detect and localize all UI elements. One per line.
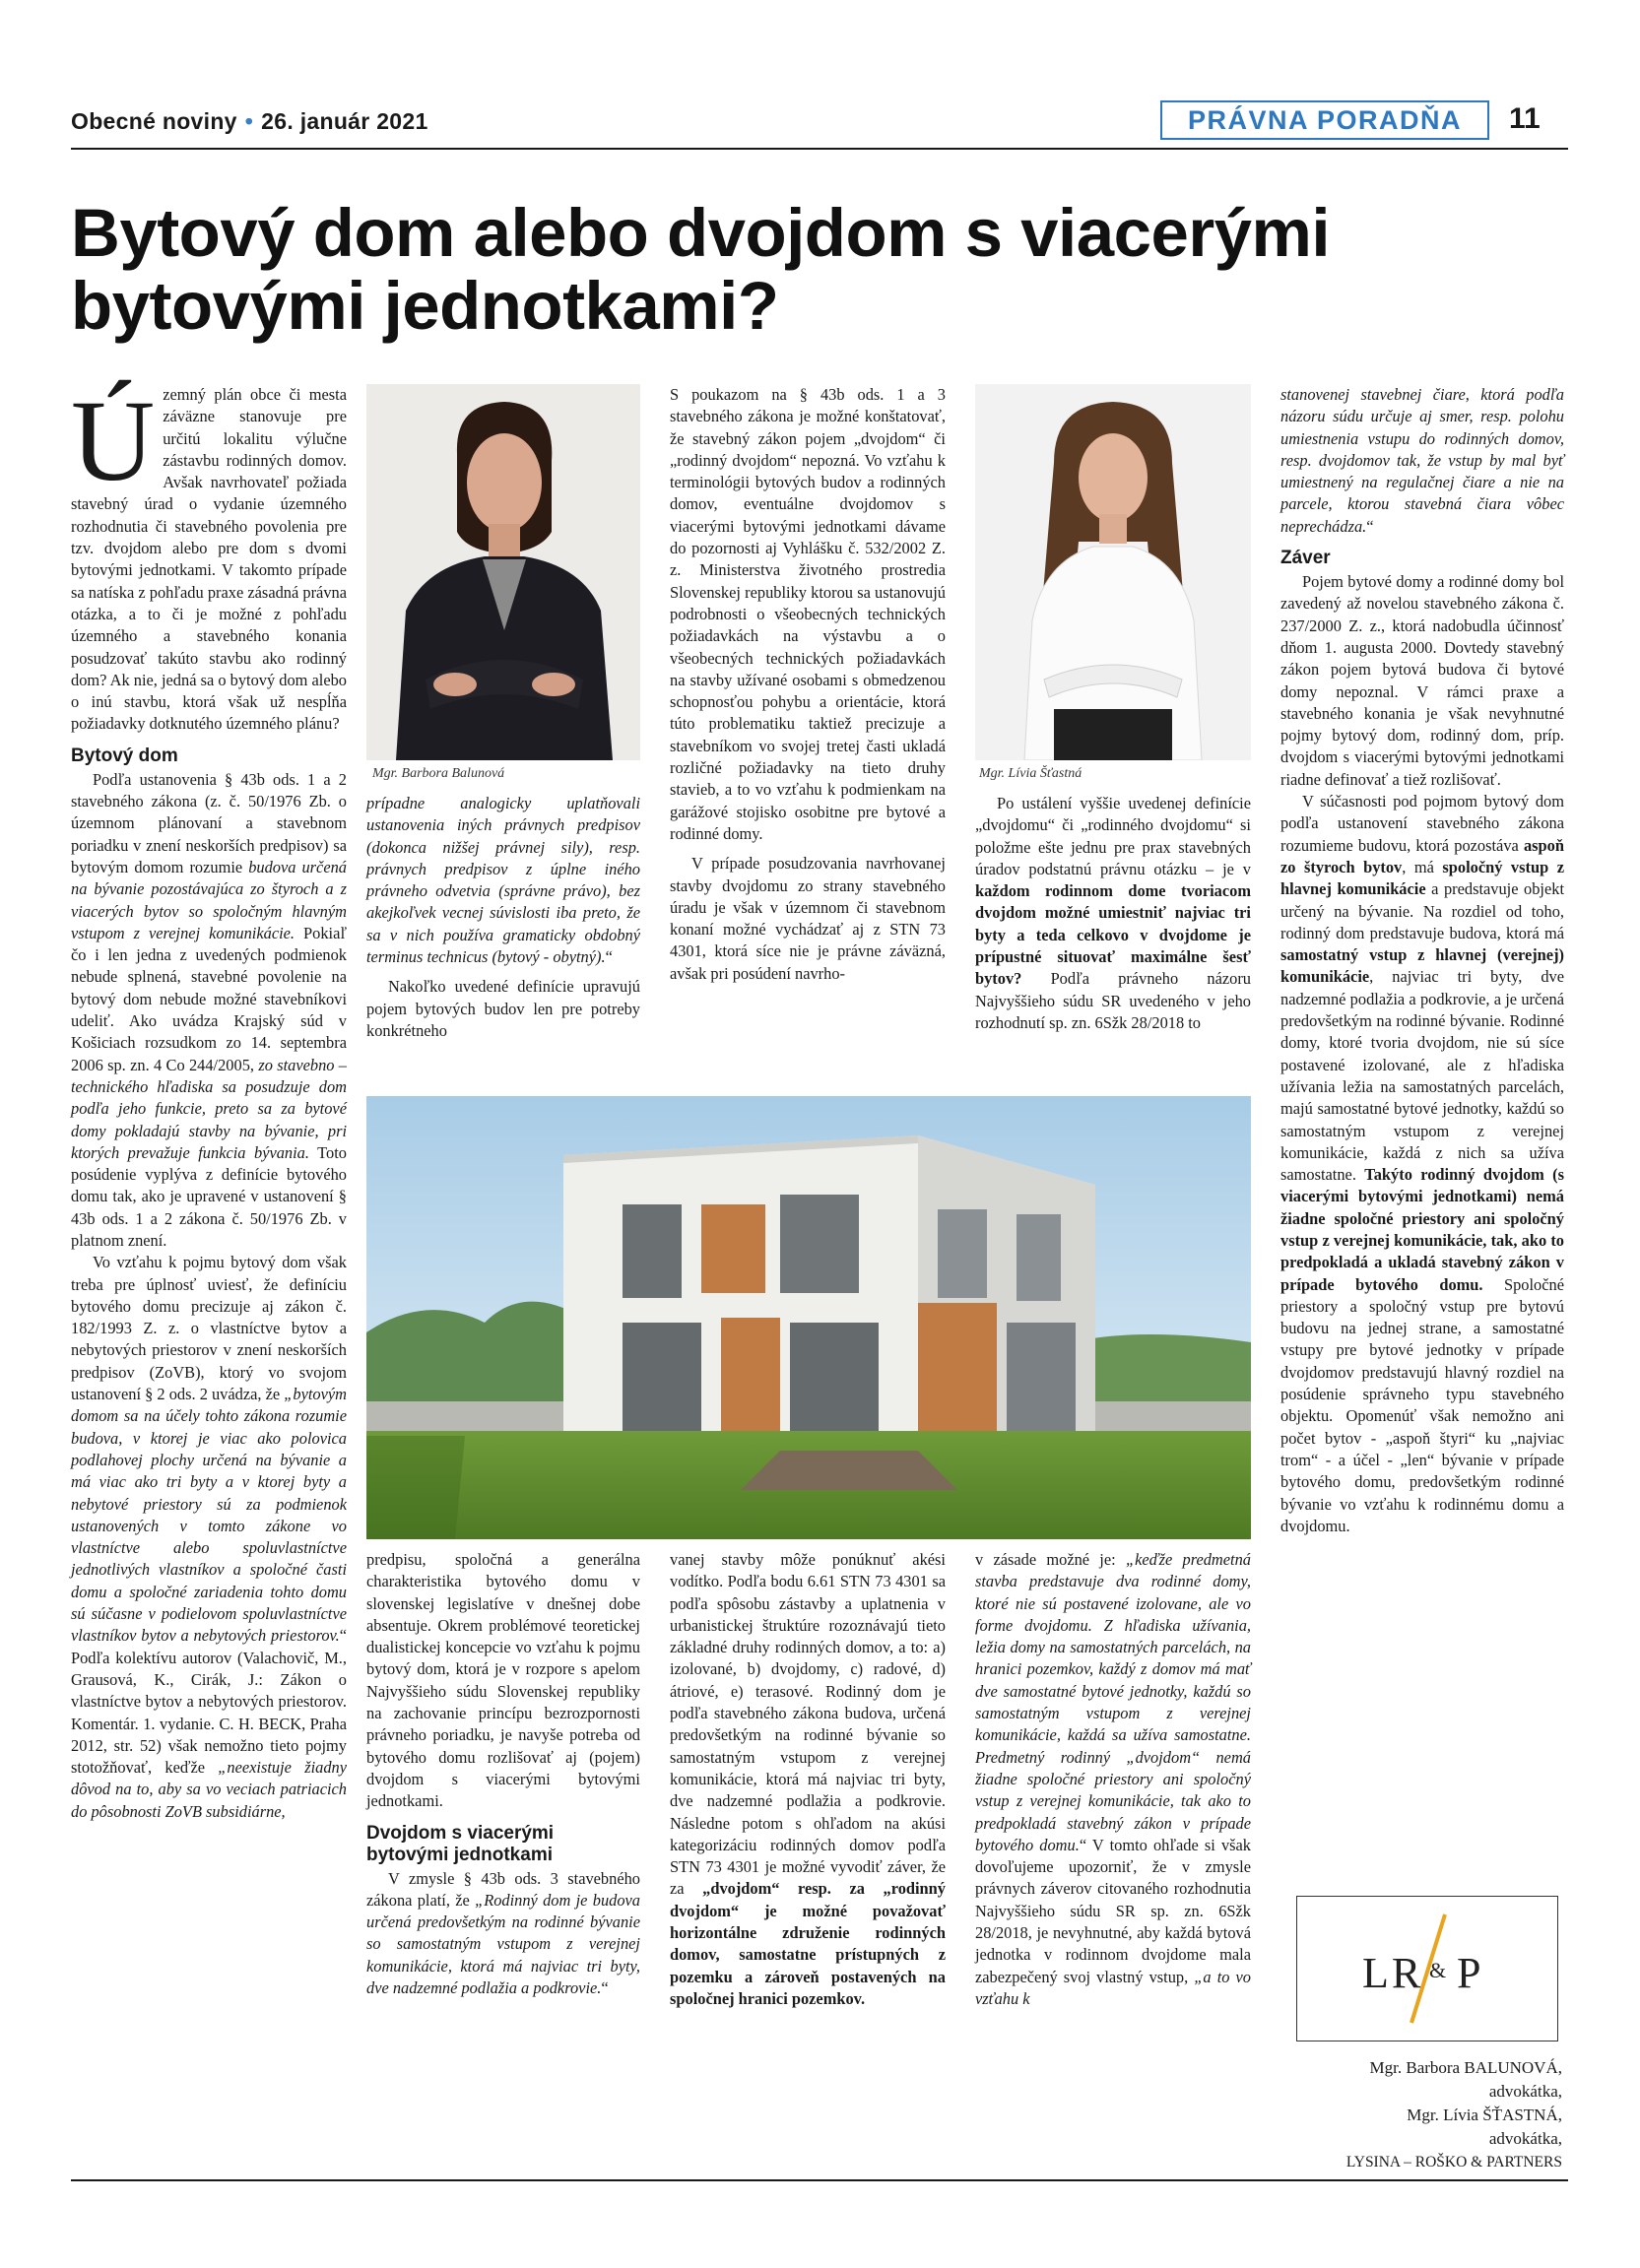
author-line: advokátka, [1488, 2129, 1562, 2148]
logo-ampersand: & [1429, 1958, 1447, 1982]
author-line: Mgr. Barbora BALUNOVÁ, [1369, 2058, 1562, 2077]
author-line: advokátka, [1488, 2082, 1562, 2101]
drop-cap: Ú [71, 376, 156, 505]
text: Toto posúdenie vyplýva z definície bytového domu tak, ako je upravené v ustanovení § 43b ods. 1 a 2 zákona č. 50/1976 Zb. v platnom znení. [71, 1142, 347, 1250]
text: “ [601, 1978, 609, 1998]
text: , najviac tri byty, dve nadzemné podlažia a podkrovie, a je určená predovšetkým na rodinné bývanie. Rodinné domy, ktoré tvoria dvojdom, nie sú síce postavené izolované, ale z hľadiska užívania ležia na samostatných parcelách, majú samostatné bytové jednotky, každú so samostatným vstupom z verejnej komunikácie, každá z nich sa užíva samostatne. [1280, 967, 1564, 1185]
portrait-woman-dark-blazer [366, 384, 640, 760]
italic-text: stanovenej stavebnej čiare, ktorá podľa názoru súdu určuje aj smer, resp. polohu umiestnenia vstupu do rodinných domov, resp. dvojdomov tak, že vstup by mal byť umiestnený na regulačnej čiare a nie na parcele, ktorou stavebná čiara vôbec neprechádza. [1280, 385, 1564, 536]
paragraph: S poukazom na § 43b ods. 1 a 3 stavebného zákona je možné konštatovať, že stavebný zákon pojem „dvojdom“ či „rodinný dvojdom“ nepozná. Vo vzťahu k terminológii bytových budov a rodinných domov, eventuálne dvojdomov s viacerými bytovými jednotkami dávame do pozornosti aj Vyhlášku č. 532/2002 Z. z. Ministerstva životného prostredia Slovenskej republiky ktorou sa ustanovujú podrobnosti o všeobecných technických požiadavkách na výstavbu a o všeobecných technických požiadavkách na stavby užívané osobami s obmedzenou schopnosťou pohybu a orientácie, ktorá túto problematiku taktiež precizuje a stavebníkom vo svojej tretej časti ukladá rozličné požiadavky na tieto druhy stavieb, a to vo vzťahu k podmienkam na garážové stojisko osobitne pre bytové a rodinné domy. [670, 385, 946, 843]
logo-letter-right: P [1457, 1949, 1481, 1997]
bold-text: každom rodinnom dome tvoriacom dvojdom možné umiestniť najviac tri byty a teda celkovo v dvojdome je prípustné situovať maximálne šesť bytov? [975, 881, 1251, 989]
page-number: 11 [1509, 102, 1541, 135]
paragraph: predpisu, spoločná a generálna charakteristika bytového domu v slovenskej legislatíve v dnešnej dobe absentuje. Okrem problémové teoretickej dualistickej koncepcie vo vzťahu k pojmu bytový dom, ktorá je v rozpore s apelom Najvyššieho súdu Slovenskej republiky na zachovanie princípu bezrozpornosti právneho poriadku, je navyše potreba od bytového domu rozlišovať aj (pojem) dvojdom s viacerými bytovými jednotkami. [366, 1550, 640, 1811]
text: V súčasnosti pod pojmom bytový dom podľa ustanovení stavebného zákona rozumieme budovu, ktorá pozostáva [1280, 792, 1564, 855]
text: “ Podľa kolektívu autorov (Valachovič, M., Grausová, K., Cirák, J.: Zákon o vlastníctve bytov a nebytových priestorov. Komentár. 1. vydanie. C. H. BECK, Praha 2012, str. 52) však nemožno tieto pojmy stotožňovať, keďže [71, 1626, 347, 1778]
paragraph: Nakoľko uvedené definície upravujú pojem bytových budov len pre potreby konkrétneho [366, 977, 640, 1040]
top-divider [71, 148, 1568, 150]
bold-text: aspoň zo štyroch bytov [1280, 835, 1564, 876]
author-line: Mgr. Lívia ŠŤASTNÁ, [1407, 2106, 1562, 2124]
issue-date: 26. január 2021 [261, 108, 428, 134]
intro-text: zemný plán obce či mesta záväzne stanovuje pre určitú lokalitu výlučne zástavbu rodinných domov. Avšak navrhovateľ požiada stavebný úrad o vydanie územného rozhodnutia či stavebného povolenia pre tzv. dvojdom alebo pre dom s dvomi bytovými jednotkami. V takomto prípade sa natíska z pohľadu praxe zásadná právna otázka, a to či je možné z pohľadu územného a stavebného konania posudzovať takúto stavbu ako rodinný dom? Ak nie, jedná sa o bytový dom alebo o inú stavbu, ktorá však už nespĺňa požiadavky dotknutého územného plánu? [71, 385, 347, 734]
intro-paragraph [71, 376, 347, 736]
italic-text: prípadne analogicky uplatňovali ustanovenia iných právnych predpisov (dokonca nižšej právnej sily), resp. právnych predpisov z úplne iného právneho odvetvia (správne právo), bez akejkoľvek vecnej súvislosti iba preto, že sa v nich používa gramaticky obdobný terminus technicus (bytový - obytný). [366, 794, 640, 967]
bold-text: „dvojdom“ resp. za „rodinný dvojdom“ je možné považovať horizontálne združenie rodinných domov, samostatne prístupných z pozemku a zároveň postavených na spoločnej hranici pozemkov. [670, 1879, 946, 2008]
paragraph [71, 769, 347, 1253]
paragraph [71, 1252, 347, 1823]
column-5 [1280, 384, 1564, 1537]
subheading-dvojdom: Dvojdom s viacerými bytovými jednotkami [366, 1822, 555, 1865]
section-label-text: PRÁVNA PORADŇA [1187, 104, 1462, 135]
paragraph [366, 793, 640, 968]
separator-dot: • [244, 108, 254, 134]
paragraph [1280, 791, 1564, 1537]
italic-text: „Rodinný dom je budova určená predovšetkým na rodinné bývanie so samostatným vstupom z verejnej komunikácie, ktorá má najviac tri byty, dve nadzemné podlažia a podkrovie. [366, 1890, 641, 1998]
column-1 [71, 376, 347, 1823]
text: Po ustálení vyššie uvedenej definície „dvojdomu“ či „rodinného dvojdomu“ si položme ešte jednu pre prax stavebných úradov podstatnú právnu otázku – je v [975, 794, 1251, 878]
text: “ [605, 947, 613, 967]
subheading-zaver: Záver [1280, 548, 1331, 569]
author-photo-balunova [366, 384, 640, 760]
lrp-logo [1297, 1897, 1556, 2040]
text: “ V tomto ohľade si však dovoľujeme upozorniť, že v zmysle právnych záverov citovaného rozhodnutia Najvyššieho súdu SR sp. zn. 6Sžk 28/2018, je nevyhnutné, aby každá bytová jednotka v rodinnom dvojdome mala zabezpečený svoj vlastný vstup, [975, 1835, 1251, 1986]
text: Podľa právneho názoru Najvyššieho súdu SR uvedeného v jeho rozhodnutí sp. zn. 6Sžk 28/2018 to [975, 969, 1251, 1032]
text: Spoločné priestory a spoločný vstup pre bytovú budovu na jednej strane, a samostatné vstupy pre bytové jednotky v prípade dvojdomov predstavujú hlavný rozdiel na posúdenie správneho typu stavebného objektu. Opomenúť však nemožno ani počet bytov - „aspoň štyri“ ku „najviac trom“ - a účel - „len“ bývanie v prípade bytového domu, predovšetkým rodinné bývanie vo vzťahu k rodinnému domu a dvojdomu. [1280, 1274, 1564, 1535]
paragraph: V prípade posudzovania navrhovanej stavby dvojdomu zo strany stavebného úradu je však v územnom či stavebnom konaní možné vychádzať aj z STN 73 4301, ktorá síce nie je právne záväzná, avšak pri posúdení navrho- [670, 854, 946, 983]
bold-text: Takýto rodinný dvojdom (s viacerými bytovými jednotkami) nemá žiadne spoločné priestory ani spoločný vstup z verejnej komunikácie, tak, ako to predpokladá a ukladá stavebný zákon v prípade bytového domu. [1280, 1165, 1564, 1294]
column-2-top [366, 793, 640, 1042]
duplex-house-photo [366, 1096, 1251, 1539]
photo-caption-2: Mgr. Lívia Šťastná [979, 766, 1082, 781]
column-4-top [975, 793, 1251, 1034]
paragraph [366, 1868, 640, 2000]
paragraph: Pojem bytové domy a rodinné domy bol zavedený až novelou stavebného zákona č. 237/2000 Z. z., ktorá nadobudla účinnosť dňom 1. augusta 2000. Dovtedy stavebný zákon pojem bytová budova či bytové domy nepoznal. V rámci praxe a stavebného konania je však nevyhnutné pojmy bytový dom, rodinný dom, príp. dvojdom s viacerými bytovými jednotkami riadne definovať a tiež rozlišovať. [1280, 572, 1564, 789]
photo-caption-1: Mgr. Barbora Balunová [372, 766, 505, 781]
text: Podľa ustanovenia § 43b ods. 1 a 2 stavebného zákona (z. č. 50/1976 Zb. o územnom plánovaní a stavebnom poriadku v znení neskorších predpisov) sa bytovým domom rozumie [71, 769, 347, 876]
italic-text: budova určená na bývanie pozostávajúca zo štyroch a z viacerých bytov so spoločným hlavným vstupom z verejnej komunikácie. [71, 857, 347, 942]
section-label [1160, 100, 1489, 140]
author-line: LYSINA – ROŠKO & PARTNERS [1345, 2154, 1562, 2171]
bold-text: samostatný vstup z hlavnej (verejnej) komunikácie [1280, 945, 1564, 987]
italic-text: „a to vo vzťahu k [975, 1967, 1251, 2008]
italic-text: „bytovým domom sa na účely tohto zákona rozumie budova, v ktorej je viac ako polovica podlahovej plochy určená na bývanie a má viac ako tri byty a v ktorej byty a nebytové priestory sú za podmienok ustanovených v tomto zákone vo vlastníctve alebo spoluvlastníctve jednotlivých vlastníkov a spoločné časti domu a spoločné zariadenia tohto domu sú súčasne v podielovom spoluvlastníctve vlastníkov bytov a nebytových priestorov. [71, 1385, 347, 1646]
text: “ [1366, 516, 1374, 536]
italic-text: „keďže predmetná stavba predstavuje dva rodinné domy, ktoré nie sú postavené izolovane, ale vo forme dvojdomu. Z hľadiska užívania, ležia domy na samostatných parcelách, na hranici pozemkov, každý z domov má mať dve samostatné bytové jednotky, každú so samostatným vstupom z verejnej komunikácie, každá sa užíva samostatne. Predmetný rodinný „dvojdom“ nemá žiadne spoločné priestory ani spoločný vstup z verejnej komunikácie, tak ako to predpokladá stavebný zákon v prípade bytového domu. [975, 1550, 1251, 1854]
text: Vo vzťahu k pojmu bytový dom však treba pre úplnosť uviesť, že definíciu bytového domu precizuje aj zákon č. 182/1993 Z. z. o vlastníctve bytov a nebytových priestorov v znení neskorších predpisov (ZoVB), ktorý vo svojom ustanovení § 2 ods. 2 uvádza, že [71, 1253, 347, 1404]
bold-text: spoločný vstup z hlavnej komunikácie [1280, 857, 1564, 899]
paragraph [1280, 384, 1564, 538]
paragraph [975, 1549, 1251, 2010]
newspaper-name: Obecné noviny [71, 108, 237, 134]
text: vanej stavby môže ponúknuť akési vodítko. Podľa bodu 6.61 STN 73 4301 sa podľa spôsobu zástavby a uplatnenia v urbanistickej štruktúre rozoznávajú tieto základné druhy rodinných domov, a to: a) izolované, b) dvojdomy, c) radové, d) átriové, e) terasové. Rodinný dom je podľa stavebného zákona budova, určená predovšetkým na rodinné bývanie so samostatným vstupom z verejnej komunikácie, ktorá má najviac tri byty, dve nadzemné podlažia a podkrovie. Následne potom s ohľadom na akúsi kategorizáciu rodinných domov podľa STN 73 4301 je možné vyvodiť záver, že za [670, 1550, 946, 1899]
portrait-woman-white-shirt [975, 384, 1251, 760]
author-signature-block [1221, 2056, 1562, 2174]
text: v zásade možné je: [975, 1550, 1126, 1569]
text: V zmysle § 43b ods. 3 stavebného zákona platí, že [366, 1868, 640, 1910]
logo-letters-left: LR [1362, 1949, 1424, 1997]
italic-text: „neexistuje žiadny dôvod na to, aby sa vo veciach patriacich do pôsobnosti ZoVB subsidiárne, [71, 1758, 347, 1821]
column-2-bottom [366, 1549, 640, 1999]
column-3-top [670, 384, 946, 985]
paragraph [670, 1549, 946, 2010]
paragraph [975, 793, 1251, 1034]
subheading-bytovy-dom: Bytový dom [71, 745, 178, 766]
author-photo-stastna [975, 384, 1251, 760]
text: , má [1402, 857, 1443, 876]
column-3-bottom [670, 1549, 946, 2010]
modern-duplex-house-illustration [366, 1096, 1251, 1539]
article-headline: Bytový dom alebo dvojdom s viacerými bytovými jednotkami? [71, 195, 1331, 344]
firm-logo-box [1296, 1896, 1558, 2041]
column-4-bottom [975, 1549, 1251, 2010]
text: Pokiaľ čo i len jedna z uvedených podmienok nebude splnená, stavebné povolenie na bytový dom nebude možné stavebníkovi udeliť. Ako uvádza Krajský súd v Košiciach rozsudkom zo 14. septembra 2006 sp. zn. 4 Co 244/2005, [71, 923, 347, 1074]
bottom-divider [71, 2179, 1568, 2181]
italic-text: zo stavebno – technického hľadiska sa posudzuje dom podľa jeho funkcie, preto sa za bytové domy pokladajú stavby na bývanie, pri ktorých prevažuje funkcia bývania. [71, 1055, 347, 1162]
text: a predstavuje objekt určený na bývanie. Na rozdiel od toho, rodinný dom predstavuje budova, ktorá má [1280, 879, 1564, 942]
masthead [71, 108, 428, 135]
